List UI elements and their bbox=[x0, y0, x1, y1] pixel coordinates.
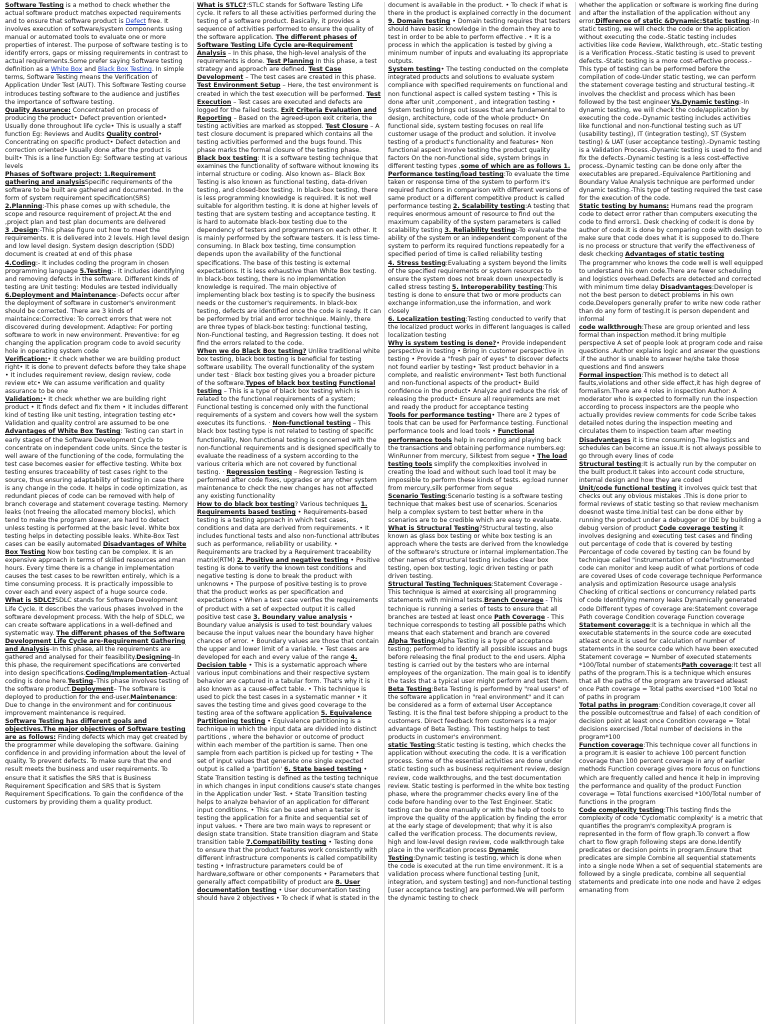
term-heading: static Testing bbox=[388, 742, 435, 750]
term-heading: Difference of static &Dynamic:Static testing bbox=[595, 18, 750, 26]
term-heading: Test Execution bbox=[197, 90, 381, 106]
paragraph bbox=[5, 356, 190, 396]
text-run: • Boundary value analysis is used to test boundary values because the input values near the boundary have higher chances of error. • Boundary values are those that contain the upper and lower limit of a variable. • Test cases are developed for each and every value of the range bbox=[197, 613, 379, 661]
paragraph bbox=[5, 171, 190, 227]
text-run: :A testing that requires enormous amount of resource to find out the maximum capability of the system parameters is called scalability testing bbox=[388, 203, 570, 235]
text-run: :Condition coverage,It cover all the possible outcomes(true and false) of each condition of decision point at least once Condition coverage = Total decisions exercised /Total number of decisions in the program*100 bbox=[579, 702, 760, 742]
text-run: :Evaluating a system beyond the limits of the specified requirements or system resources to ensure the system does not break down unexpectedly is called stress testing bbox=[388, 259, 567, 291]
paragraph bbox=[197, 155, 381, 348]
term-heading: 3. Boundary value analysis bbox=[253, 613, 348, 621]
text-run: Now box testing can be complex. It is an expensive approach in terms of skilled resources and man hours. Every time there is a change in implementation causes the test cases to be rewritten entirely, which is a time consuming process. It is practically impossible to cover each and every aspect of a huge source code. bbox=[5, 549, 186, 597]
text-run: help in recording and playing back the transactions and obtaining performance numbers.eg: WinRunner from mercury, Silktest from segue • bbox=[388, 436, 566, 460]
term-heading: The different phases of the Software Development Life Cycle are-Requirement Gathering and Analysis bbox=[5, 629, 186, 653]
inline-link[interactable]: White Box bbox=[50, 66, 83, 74]
term-heading: Testing bbox=[67, 677, 94, 685]
text-run: :-Defects occur after the deployment of software in customer's environment should be corrected. There are 3 kinds of maintaince:Corrective: To correct errors that were not discovered during development. Adaptive: For porting software to work in new environment. Preventive: for eg changing the application program code to avoid security hole in operating system code bbox=[5, 291, 181, 356]
paragraph bbox=[579, 324, 763, 372]
term-heading: Structural Testing Techniques bbox=[388, 581, 492, 589]
text-run: : Due to change in the environment and for continuous improvement maintenance is required. bbox=[5, 694, 178, 718]
term-heading: Code coverage testing bbox=[658, 525, 738, 533]
text-run: ?Structural testing, also known as glass box testing or white box testing is an approach where the tests are derived from the knowledge of the software's structure or internal implementation.The other names of structural testing includes clear box testing, open box testing, logic driven testing or path driven testing. bbox=[388, 525, 569, 581]
term-heading: Disadvantages bbox=[660, 283, 712, 291]
text-run: • This is a systematic approach where various input combinations and their respective system behavior are captured in a tabular form. That's why it is also known as a cause-effect table. • This technique is used to pick the test cases in a systematic manner • it saves the testing time and gives good coverage to the testing area of the software application bbox=[197, 661, 370, 718]
text-run: In this phase, a test strategy and approach are defined. bbox=[197, 58, 377, 74]
term-heading: Regression testing bbox=[226, 468, 293, 476]
text-run: free. It involves execution of software/system components using manual or automated tools to evaluate one or more properties of interest. The purpose of software testing is to identify errors, gaps or missing requirements in contrast to actual requirements.Some prefer saying Software testing definition as a bbox=[5, 18, 188, 74]
text-run: :-In dynamic testing, we will check the code/application by executing the code.-Dynamic testing includes activities like functional and non-functional testing such as UT (usability testing), IT (integration testing), ST (System testing) & UAT (user acceptance testing).-Dynamic testing is a Validation Process.-Dynamic testing is used to find and fix the defects.-Dynamic testing is a less cost-effective process.-Dynamic testing can be done only after the executables are prepared.-Equivalence Partitioning and Boundary Value Analysis technique are performed under dynamic testing.-This type of testing required the test case for the execution of the code. bbox=[579, 98, 763, 203]
column-1 bbox=[2, 2, 193, 1024]
term-heading: Alpha Testing bbox=[388, 637, 436, 645]
paragraph bbox=[388, 742, 572, 903]
term-heading: What is Structural Testing bbox=[388, 525, 480, 533]
text-run: Unlike traditional white box testing, black box testing is beneficial for testing software usability. The overall functionality of the system under test · Black box testing gives you a broader picture of the software. bbox=[197, 348, 380, 388]
term-heading: Quality control bbox=[106, 130, 159, 138]
text-run: SDLC stands for Software Development Life Cycle. It describes the various phases involved in the software development process. With the help of SDLC, we can create software applications in a well-defined and systematic way. bbox=[5, 597, 185, 637]
text-run: - This technique is running a series of tests to ensure that all branches are tested at least once bbox=[388, 597, 563, 621]
text-run: –This phase involves testing of the software product. bbox=[5, 677, 189, 693]
term-heading: 3 .Design bbox=[5, 227, 38, 235]
text-run: ? Various techniques bbox=[294, 500, 361, 508]
term-heading: What is STLC? bbox=[197, 2, 247, 9]
term-heading: 9. Domain testing bbox=[388, 18, 451, 26]
term-heading: Tools for performance testing bbox=[388, 412, 492, 420]
text-run: :This testing finds the complexity of code 'Cyclomatic complexity' is a metric that quantifies the program's complexity.A program is represented in the form of flow graph.To convert a flow chart to flow graph following steps are done.Identify predicates or decision points in program.Ensure that predicates are simple Combine all sequential statements into a single node When a set of sequential statements are followed by a single predicate, combine all sequential statements and predicate into one node and have 2 edges emanating from bbox=[579, 806, 763, 895]
text-run: Finding defects which may get created by the programmer while developing the software. Gaining confidence in and providing information about the level of quality. To prevent defects. To make sure that the end result meets the business and user requirements. To ensure that it satisfies the SRS that is Business Requirement Specification and SRS that is System Requirement Specifications. To gain the confidence of the customers by providing them a quality product. bbox=[5, 734, 188, 806]
term-heading: Functional performance tools bbox=[388, 428, 535, 444]
text-run: is a method to check whether the actual software product matches expected requirements and to ensure that software product is bbox=[5, 2, 181, 26]
text-run: • Testing done to ensure that the product features work consistently with different infrastructure components is called compatibility testing • Infrastructure parameters could be of hardware,software or other components • Parameters that generally affect compatibility of product are bbox=[197, 838, 380, 887]
paragraph bbox=[579, 461, 763, 485]
paragraph bbox=[5, 107, 190, 171]
paragraph bbox=[579, 742, 763, 806]
text-run: –Actual coding is done here. bbox=[5, 669, 190, 685]
text-run: • Domain testing requires that testers should have basic knowledge in the domain they are to test in order to be able to perform effective . • It is a process in which the application is tested by giving a minimum number of inputs and evaluating its appropriate outputs. bbox=[388, 18, 571, 66]
paragraph bbox=[388, 493, 572, 525]
term-heading: 4. Decision table bbox=[197, 653, 358, 669]
text-run: :To evaluate the time taken or response time of the system to perform it's required functions in comparison with different versions of same product or a different competitive product is called performance testing bbox=[388, 170, 570, 211]
term-heading: Types of black box testing bbox=[245, 380, 337, 388]
paragraph bbox=[388, 412, 572, 492]
text-run: –In this phase, the requirement specifications are converted into design specifications. bbox=[5, 653, 181, 677]
text-run: • The testing conducted on the complete integrated products and solutions to evaluate system compliance with specified requirements on functional and non functional aspect is called system testing • This is done after unit ,component , and integration testing • System testing brings out issues that are fundamental to design, architecture, code of the whole product• On functional side, system testing focuses on real life customer usage of the product and solution. it involve testing of a product's functionality and features• Non functional aspect involve testing the product quality factors On the non-functional side, system brings in different testing types , bbox=[388, 66, 569, 170]
term-heading: 5. Interoperability testing bbox=[452, 283, 543, 291]
text-run: – Here, the test environment is created in which the test execution will be performed. bbox=[197, 82, 379, 98]
text-run: • User documentation testing should have 2 objectives • To check if what is stated in the bbox=[197, 887, 380, 903]
term-heading: 6. State based testing bbox=[284, 766, 362, 774]
text-run: – Test cases are executed and defects are logged for the failed tests. bbox=[197, 98, 363, 114]
text-run: :Developer is not the best person to detect problems in his own code.Developers generally prefer to write new code rather than do any form of testing.It is person dependent and informal bbox=[579, 283, 761, 323]
paragraph bbox=[388, 66, 572, 259]
paragraph bbox=[388, 340, 572, 412]
text-run: :-To evaluate the ability of the system or an independent component of the system to perform its required functions repeatedly for a specified period of time is called reliability testing bbox=[388, 227, 568, 259]
term-heading: Test Planning bbox=[266, 58, 314, 66]
text-run: :-This phase figure out how to meet the requirements. It is delivered into 2 levels. High level design and low level design. System design description (SDD) document is created at end of this phase bbox=[5, 227, 190, 259]
term-heading: 7.Compatibility testing bbox=[246, 838, 327, 846]
paragraph bbox=[5, 227, 190, 259]
text-run: :-This phase comes up with schedule, the scope and resource requirement of project.At the end ,project plan and test plan documents are delivered bbox=[5, 203, 172, 227]
paragraph bbox=[5, 2, 190, 107]
text-run: :This testing is done to ensure that two or more products can exchange information,use the information, and work closely bbox=[388, 283, 562, 315]
term-heading: The different phases of Software Testing Life Cycle are-Requirement Analysis bbox=[197, 34, 357, 58]
text-run: • State Transition testing is defined as the testing technique in which changes in input conditions cause's state changes in the Application under Test. • State Transition testing helps to analyze behavior of an application for different input conditions. • This can be used when a tester is testing the application for a finite and sequential set of input values. • There are two main ways to represent or design state transition. State transition diagram and State transition table bbox=[197, 766, 381, 846]
term-heading: Path coverage bbox=[681, 661, 732, 669]
term-heading: Beta Testing bbox=[388, 685, 432, 693]
text-run: – In this phase, the high-level analysis of the requirements is done. bbox=[197, 50, 367, 66]
term-heading: 5. Equivalence Partitioning testing bbox=[197, 710, 372, 726]
term-heading: 4.Coding bbox=[5, 259, 36, 267]
term-heading: Why is system testing is done? bbox=[388, 339, 497, 347]
column-3 bbox=[384, 2, 575, 1024]
text-run: –In this phase, all the requirements are gathered and analysed for their feasibility. bbox=[5, 645, 171, 661]
text-run: • Provide independent perspective in testing • Bring in customer perspective in testing • Provide a "fresh pair of eyes" to discover defects not found earlier by testing• Test product behavior in a complete, and realistic environment• Test both functional and non-functional aspects of the product• Build confidence in the product• Analyze and reduce the risk of releasing the product• Ensure all requirements are met and ready the product for acceptance testing bbox=[388, 339, 569, 412]
term-heading: Branch Coverage bbox=[484, 597, 544, 605]
text-run: Concentrated on process of producing the product• Defect prevention oriented• Usually done throughout life cycle• This is usually a staff function Eg: Reviews and Audits bbox=[5, 106, 182, 138]
term-heading: Statement coverage bbox=[579, 621, 650, 629]
paragraph bbox=[579, 807, 763, 896]
paragraph bbox=[5, 428, 190, 597]
term-heading: 4. Stress testing bbox=[388, 259, 446, 267]
term-heading: Validation: bbox=[5, 396, 43, 404]
text-run: it involves designing and executing test cases and finding out percentage of code that is covered by testing Percentage of code covered by testing can be found by technique called "instrumentation of code"Instrumented code can monitor and keep audit of what portions of code are covered Uses of code coverage technique Performance analysis and optimization Resource usage analysis Checking of critical sections or concurrency related parts of code Identifying memory leaks Dynamically generated code Different types of coverage are:Statement coverage Path coverage Condition coverage Function coverage bbox=[579, 525, 763, 621]
paragraph bbox=[5, 396, 190, 428]
text-run: it is time consuming.The logistics and schedules can become an issue.It is not always possible to go through every lines of code bbox=[579, 436, 762, 460]
text-run: :It is a technique in which all the executable statements in the source code are executed atleast once.It is used for calculation of number of statements in the source code which have been executed Statement coverage = Number of executed statements *100/Total number of statements bbox=[579, 621, 759, 669]
paragraph bbox=[5, 597, 190, 718]
term-heading: Disadvantages of White Box Testing bbox=[5, 541, 187, 557]
paragraph bbox=[388, 2, 572, 66]
term-heading: Verification: bbox=[5, 356, 48, 364]
text-run: – Regression Testing is performed after code fixes, upgrades or any other system maintenance to check the new changes has not affected any existing functionality bbox=[197, 468, 377, 500]
text-run: :Beta Testing is performed by "real users" of the software application in "real environment" and it can be considered as a form of external User Acceptance Testing. It is the final test before shipping a product to the customers. Direct feedback from customers is a major advantage of Beta Testing. This testing helps to test products in customer's environment. bbox=[388, 685, 569, 742]
paragraph bbox=[388, 581, 572, 637]
term-heading: When we do Black Box testing? bbox=[197, 348, 307, 356]
text-run: : It is a software testing technique that examines the functionality of software without knowing its internal structure or coding. Also known as– Black Box Testing is also known as functional testing, data-driven testing, and closed-box testing. In black-box testing, there is less programming knowledge is required. It is not well suitable for algorithm testing. It is done at higher levels of testing that are system testing and acceptance testing. It is hard to automate black-box testing due to the dependency of testers and programmers on each other. It is mainly performed by the software testers. It is less time-consuming. In Black box testing, time consumption depends upon the availability of the functional specifications. The base of this testing is external expectations. It is less exhaustive than White Box testing. In black-box testing, there is no implementation knowledge is required. The main objective of implementing black box testing is to specify the business needs or the customer's requirements. In black-box testing, defects are identified once the code is ready. It can be performed by trial and error technique. Mainly, there are three types of black-box testing: functional testing, Non-Functional testing, and Regression testing. It does not find the errors related to the code. bbox=[197, 154, 381, 347]
term-heading: Path Coverage bbox=[494, 613, 546, 621]
term-heading: Coding/Implementation bbox=[85, 669, 168, 677]
text-run: • Concentrating on specific product• Defect detection and correction oriented• Usually done after the product is built• This is a line function Eg: Software testing at various levels bbox=[5, 130, 188, 170]
paragraph bbox=[579, 203, 763, 259]
term-heading: 6. Localization testing bbox=[388, 315, 466, 323]
text-run: :Statement Coverage - This technique is aimed at exercising all programming statements with minimal tests. bbox=[388, 581, 563, 605]
paragraph bbox=[579, 485, 763, 622]
term-heading: Dynamic Testing bbox=[388, 846, 519, 862]
term-heading: Scenario Testing bbox=[388, 492, 446, 500]
text-run: - This technique corresponds to testing all possible paths which means that each statement and branch are covered bbox=[388, 613, 567, 637]
term-heading: Designing bbox=[136, 653, 172, 661]
paragraph bbox=[5, 718, 190, 807]
text-run: Humans read the program code to detect error rather than computers executing the code to find errors1. Desk checking of code:It is done by author of code.It is done by comparing code with design to make sure that code does what it is supposed to do.There is no process or structure that verify the effectiveness of desk checking bbox=[579, 203, 762, 259]
term-heading: System testing bbox=[388, 66, 441, 74]
term-heading: Code complexity testing bbox=[579, 806, 664, 814]
term-heading: Disadvantages bbox=[579, 436, 631, 444]
text-run: :This method is to detect all faults,violations and other side effect,it has high degree of formalism.There are 4 roles in inspection Author: A moderator who is expected to formally run the inspection according to process inspectors are the people who actually provides review comments for code Scribe takes detailed notes during the inspection meeting and circulates them to inspection team after meeting bbox=[579, 372, 761, 436]
paragraph bbox=[388, 638, 572, 686]
term-heading: What is SDLC? bbox=[5, 597, 56, 605]
text-run: • Positive testing is done to verify the known test conditions and negative testing is done to break the product with unknowns • The purpose of positive testing is to prove that the product works as per specification and expectations • When a test case verifies the requirements of product with a set of expected output it is called positive test case bbox=[197, 557, 380, 621]
inline-link[interactable]: Defect bbox=[125, 18, 146, 26]
text-run: – The software is deployed to production for the end-user. bbox=[5, 685, 166, 702]
text-run: • It check whether we are building product right• It is done to prevent defects before they take shape • It includes requirement review, design review, code review etc• We can assume verification and quality assurance to be one bbox=[5, 356, 187, 396]
paragraph bbox=[388, 525, 572, 581]
column-4 bbox=[575, 2, 766, 1024]
text-run: • There are 2 types of tools that can be used for Performance testing. Functional performance tools and load tools • bbox=[388, 412, 568, 436]
term-heading: Vs.Dynamic testing bbox=[671, 98, 740, 106]
paragraph bbox=[579, 372, 763, 461]
term-heading: 2. Positive and negative testing bbox=[236, 557, 349, 565]
text-run: :It test all paths of the program.This is a technique which ensures that all the paths of the program are traversed atleast once Path coverage = Total paths exercised *100 Total no of paths in program bbox=[579, 661, 761, 702]
paragraph bbox=[197, 2, 381, 155]
paragraph bbox=[579, 260, 763, 324]
term-heading: 2.Planning bbox=[5, 203, 43, 211]
term-heading: Software Testing bbox=[5, 2, 64, 9]
term-heading: Software Testing has different goals and objectives.The major objectives of Software testing are as follows: bbox=[5, 718, 186, 742]
term-heading: Functional testing bbox=[197, 380, 376, 396]
text-run: whether the application or software is working fine during and after the installation of the application without any error. bbox=[579, 2, 759, 26]
paragraph bbox=[579, 622, 763, 702]
text-run: :These are group oriented and less formal than inspection method.It bring multiple perspective A set of people look at program code and raise questions .Author explains logic and answer the questions .if the author is unable to answer he/she take those questions and find answers bbox=[579, 323, 763, 372]
term-heading: Total paths in program bbox=[579, 702, 659, 710]
paragraph bbox=[388, 260, 572, 316]
text-run: • It check whether we are building right product • It finds defect and fix them • It includes different kind of testing like unit testing, integration testing etc• Validation and quality control are assumed to be one bbox=[5, 396, 189, 428]
term-heading: Function coverage bbox=[579, 742, 644, 750]
text-run: – This black box testing type is not related to testing of specific functionality, Non functional testing is concerned with the non-functional requirements and is designed specifically to evaluate the readiness of a system according to the various criteria which are not covered by functional testing. · bbox=[197, 420, 381, 476]
term-heading: Test Case Development bbox=[197, 66, 342, 82]
term-heading: some of which are as follows 1. Performance testing/load testing bbox=[388, 162, 571, 178]
term-heading: 3. Reliability testing bbox=[444, 227, 516, 235]
text-run: The programmer who knows the code well is well equipped to understand his own code.There are fewer scheduling and logistics overhead.Defects are detected and corrected with minimum time delay bbox=[579, 259, 763, 291]
text-run: :STLC stands for Software Testing Life cycle. It refers to all these activities performed during the testing of a software product. Basically, it provides a sequence of activities performed to ensure the quality of the software application. bbox=[197, 2, 376, 42]
term-heading: Unit/code functional testing bbox=[579, 484, 677, 492]
term-heading: 2. Scalability testing bbox=[453, 203, 526, 211]
term-heading: 5.Testing bbox=[79, 267, 112, 275]
paragraph bbox=[388, 316, 572, 340]
paragraph bbox=[197, 348, 381, 501]
paragraph bbox=[197, 501, 381, 903]
text-run: – The test cases are created in this phase. bbox=[243, 74, 377, 82]
term-heading: Non-functional testing bbox=[272, 420, 351, 428]
text-run: :Alpha Testing is a type of acceptance testing; performed to identify all possible issues and bugs before releasing the final product to the end users. Alpha testing is carried out by the testers who are internal employees of the organization. The main goal is to identify the tasks that a typical user might perform and test them. bbox=[388, 637, 571, 685]
term-heading: Advantages of static testing bbox=[625, 251, 725, 259]
text-run: : Testing can start in early stages of the Software Development Cycle to concentrate on independent code units. Since the tester is well aware of the functioning of the code, formulating the test case becomes easier for effective testing. White box testing ensures traceability of test cases right to the source, thus ensuring adaptability of testing in case there is any change in the code. It helps in code optimization, as redundant pieces of code can be removed with help of branch coverage and statement coverage testing. Memory leaks (not freeing the allocated memory blocks), which tend to make the program slower, are hard to detect unless testing is performed at the basic level. White box testing helps in detecting possible leaks. White-Box Test cases can be easily automated bbox=[5, 428, 188, 549]
text-run: • Equivalence partitioning is a technique in which the input data are divided into distinct partitions , where the behavior or outcome of product within each member of the partition is same. Then one sample from each partition is picked up for testing • The set of input values that generate one single expected output is called a 'partition' bbox=[197, 718, 377, 774]
text-run: simplify the complexities involved in creating the load and without such load tool it may be impossible to perform these kinds of tests. eg:load runner from mercury,silk performer from segue bbox=[388, 460, 569, 492]
text-run: • Requirements-based testing is a testing approach in which test cases, conditions and data are derived from requirements. • It includes functional tests and also non-functional attributes such as performance, reliability or usability. • Requirements are tracked by a Requirement traceability matrix(RTM) bbox=[197, 508, 380, 565]
term-heading: Quality Assurance: bbox=[5, 106, 71, 114]
text-run: :-In static testing, we will check the code or the application without executing the code.-Static testing includes activities like code Review, Walkthrough, etc.-Static testing is a Verification Process.-Static testing is used to prevent defects.-Static testing is a more cost-effective process.-This type of testing can be performed before the compilation of code-Under static testing, we can perform the statement coverage testing and structural testing.-It involves the checklist and process which has been followed by the test engineer. bbox=[579, 18, 763, 106]
column-2 bbox=[193, 2, 384, 1024]
text-run: Specific requirements of the software to be built are gathered and documented. In the form of system requirement specification(SRS) bbox=[5, 179, 184, 203]
paragraph bbox=[5, 260, 190, 357]
text-run: :Static testing is testing, which checks the application without executing the code. It is a verification process. Some of the essential activities are done under static testing such as business requirement review, design review, code walkthroughs, and the test documentation review. Static testing is performed in the white box testing phase, where the programmer checks every line of the code before handing over to the Test Engineer. Static testing can be done manually or with the help of tools to improve the quality of the application by finding the error at the early stage of development; that why it is also called the verification process. The documents review, high and low-level design review, code walkthrough take place in the verification process bbox=[388, 742, 570, 854]
text-run: :- It includes identifying and removing defects in the software. Different kinds of testing are Unit testing: Modules are tested individually bbox=[5, 267, 185, 291]
term-heading: Test Closure bbox=[325, 122, 369, 130]
term-heading: Advantages of White Box Testing bbox=[5, 428, 121, 436]
term-heading: Static testing by humans: bbox=[579, 203, 670, 211]
term-heading: Formal inspection bbox=[579, 372, 642, 380]
text-run: :Dynamic testing is testing, which is done when the code is executed at the run time environment. It is a validation process where functional testing [unit, integration, and system testing] and non-functional testing [user acceptance testing] are performed.We will perform the dynamic testing to check bbox=[388, 854, 572, 903]
term-heading: Black box testing bbox=[197, 154, 258, 162]
term-heading: Test Environment Setup bbox=[197, 82, 281, 90]
term-heading: Deployment bbox=[71, 685, 114, 693]
text-run: :Testing conducted to verify that the localized product works in different languages is called localization testing bbox=[388, 315, 571, 339]
text-run: document is available in the product. • To check if what is there in the product is explained correctly in the document bbox=[388, 2, 571, 18]
inline-link[interactable]: Black Box Testing bbox=[97, 66, 152, 74]
term-heading: The load testing tools bbox=[388, 452, 568, 468]
term-heading: 1. Requirements based testing bbox=[197, 500, 368, 516]
text-run: and bbox=[82, 66, 98, 74]
text-run: :This technique cover all functions in a program.It is easier to achieve 100 percent function coverage than 100 percent coverage in any of earlier methods Function coverage gives more focus on functions which are frequently called and hence it help in improving the performance and quality of the product Function coverage = Total functions exercised *100/Total number of functions in the program bbox=[579, 742, 761, 806]
paragraph bbox=[579, 702, 763, 742]
paragraph bbox=[579, 2, 763, 203]
term-heading: Phases of Software project: 1.Requirement gathering and analysis bbox=[5, 170, 156, 187]
text-run: . In simple terms, Software Testing means the Verification of Application Under Test (AUT). This Software Testing course introduces testing software to the audience and justifies the importance of software testing. bbox=[5, 66, 186, 106]
term-heading: 6.Deployment and Maintenance bbox=[5, 291, 117, 299]
text-run: – A test closure document is prepared which contains all the testing activities performed and the bugs found. This phase marks the formal closure of the testing phase. bbox=[197, 122, 380, 154]
text-run: :It is actually run by the computer on the built product.It takes into account code structure, internal design and how they are coded bbox=[579, 460, 757, 484]
term-heading: 8. User documentation testing bbox=[197, 879, 361, 895]
term-heading: Exit Criteria Evaluation and Reporting bbox=[197, 106, 377, 122]
term-heading: code walkthrough bbox=[579, 323, 642, 331]
paragraph bbox=[388, 686, 572, 742]
text-run: – This is a type of black box testing which is related to the functional requirements of a system; Functional testing is concerned only with the functional requirements of a system and covers how well the system executes its functions. · bbox=[197, 388, 378, 428]
text-run: :Scenario testing is a software testing technique that makes best use of scenarios. Scenarios help a complex system to test better where in the scenarios are to be credible which are easy to evaluate. bbox=[388, 492, 563, 524]
text-run: :- It includes coding the program in chosen programming language bbox=[5, 259, 169, 275]
term-heading: Structural testing bbox=[579, 460, 642, 468]
term-heading: How to do black box testing bbox=[197, 500, 295, 508]
text-run: – Based on the agreed-upon exit criteria, the testing activities are marked as stopped. bbox=[197, 114, 373, 130]
text-run: it involves quick test that checks out any obvious mistakes .This is done prior to formal reviews of static testing so that review mechanism doesnot waste time.Initial test can be done either by running the product under a debugger or IDE by building a debug version of product bbox=[579, 484, 762, 533]
term-heading: Maintenance bbox=[130, 694, 176, 702]
